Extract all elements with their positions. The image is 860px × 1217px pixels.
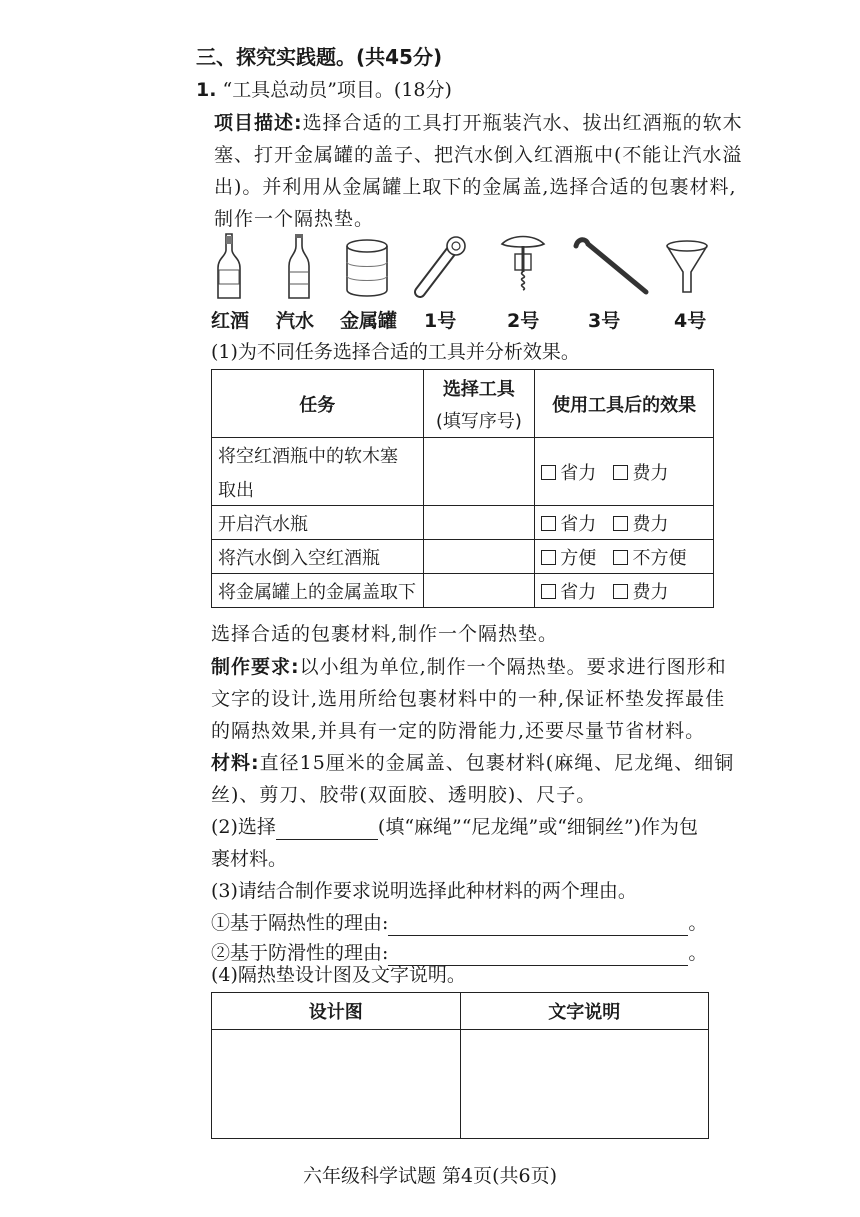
checkbox[interactable] (541, 465, 556, 480)
metal-can-icon (342, 232, 392, 302)
description-line-1: 项目描述:选择合适的工具打开瓶装汽水、拔出红酒瓶的软木 (214, 112, 743, 134)
subquestion-2: (2)选择 (填“麻绳”“尼龙绳”或“细铜丝”)作为包 (211, 816, 699, 838)
label-tool-4: 4号 (674, 310, 707, 332)
task-cell: 将金属罐上的金属盖取下 (212, 574, 424, 608)
checkbox[interactable] (613, 516, 628, 531)
checkbox[interactable] (613, 584, 628, 599)
checkbox[interactable] (613, 550, 628, 565)
tool-task-table (211, 369, 714, 608)
question-title-text: “工具总动员”项目。(18分) (222, 79, 452, 101)
header-effect: 使用工具后的效果 (535, 370, 714, 438)
requirements-label: 制作要求: (211, 656, 300, 678)
requirements-line-1: 制作要求:以小组为单位,制作一个隔热垫。要求进行图形和 (211, 656, 727, 678)
effect-cell: 省力 费力 (535, 574, 714, 608)
label-soda: 汽水 (276, 310, 315, 332)
question-number: 1. (196, 79, 217, 101)
materials-label: 材料: (211, 752, 260, 774)
table-row (212, 506, 714, 540)
wine-bottle-icon (214, 232, 244, 302)
material-answer-blank[interactable] (276, 817, 378, 840)
tool-illustrations (208, 232, 718, 302)
design-text-area[interactable] (460, 1030, 709, 1139)
task-cell: 开启汽水瓶 (212, 506, 424, 540)
label-tool-2: 2号 (507, 310, 540, 332)
description-label: 项目描述: (214, 112, 303, 134)
requirements-line-3: 的隔热效果,并具有一定的防滑能力,还要尽量节省材料。 (211, 720, 706, 742)
subquestion-3: (3)请结合制作要求说明选择此种材料的两个理由。 (211, 880, 637, 902)
task-cell: 将空红酒瓶中的软木塞 取出 (212, 438, 424, 506)
checkbox[interactable] (541, 550, 556, 565)
section-title: 三、探究实践题。(共45分) (196, 45, 443, 69)
tool-answer-cell[interactable] (423, 574, 535, 608)
header-tool: 选择工具 (填写序号) (423, 370, 535, 438)
table-row (212, 574, 714, 608)
subquestion-2-line-2: 裹材料。 (211, 848, 288, 870)
tool-answer-cell[interactable] (423, 540, 535, 574)
funnel-icon (662, 232, 712, 302)
design-table (211, 992, 709, 1139)
label-can: 金属罐 (340, 310, 398, 332)
checkbox[interactable] (541, 584, 556, 599)
reason-2: ②基于防滑性的理由: 。 (211, 942, 708, 964)
after-table-text: 选择合适的包裹材料,制作一个隔热垫。 (211, 623, 559, 645)
label-tool-1: 1号 (424, 310, 457, 332)
header-description: 文字说明 (460, 993, 709, 1030)
soda-bottle-icon (286, 232, 312, 302)
header-design: 设计图 (212, 993, 461, 1030)
effect-cell: 方便 不方便 (535, 540, 714, 574)
description-line-2: 塞、打开金属罐的盖子、把汽水倒入红酒瓶中(不能让汽水溢 (214, 144, 743, 166)
requirements-line-2: 文字的设计,选用所给包裹材料中的一种,保证杯垫发挥最佳 (211, 688, 726, 710)
label-tool-3: 3号 (588, 310, 621, 332)
subquestion-4: (4)隔热垫设计图及文字说明。 (211, 964, 466, 986)
page-footer: 六年级科学试题 第4页(共6页) (302, 1165, 558, 1187)
description-line-3: 出)。并利用从金属罐上取下的金属盖,选择合适的包裹材料, (214, 176, 737, 198)
materials-line-2: 丝)、剪刀、胶带(双面胶、透明胶)、尺子。 (211, 784, 597, 806)
crowbar-icon (570, 232, 652, 302)
checkbox[interactable] (541, 516, 556, 531)
label-wine: 红酒 (211, 310, 250, 332)
reason-1: ①基于隔热性的理由: 。 (211, 912, 708, 934)
design-drawing-area[interactable] (212, 1030, 461, 1139)
task-cell: 将汽水倒入空红酒瓶 (212, 540, 424, 574)
tool-answer-cell[interactable] (423, 506, 535, 540)
bottle-opener-icon (406, 232, 470, 302)
table-row (212, 438, 714, 506)
tool-answer-cell[interactable] (423, 438, 535, 506)
header-task: 任务 (212, 370, 424, 438)
reason-1-blank[interactable] (388, 913, 688, 936)
description-line-4: 制作一个隔热垫。 (214, 208, 375, 230)
tool-labels (0, 306, 860, 332)
table-row (212, 540, 714, 574)
materials-line-1: 材料:直径15厘米的金属盖、包裹材料(麻绳、尼龙绳、细铜 (211, 752, 735, 774)
subquestion-1: (1)为不同任务选择合适的工具并分析效果。 (211, 341, 580, 363)
checkbox[interactable] (613, 465, 628, 480)
effect-cell: 省力 费力 (535, 438, 714, 506)
corkscrew-icon (498, 232, 548, 302)
question-title (196, 77, 452, 103)
effect-cell: 省力 费力 (535, 506, 714, 540)
